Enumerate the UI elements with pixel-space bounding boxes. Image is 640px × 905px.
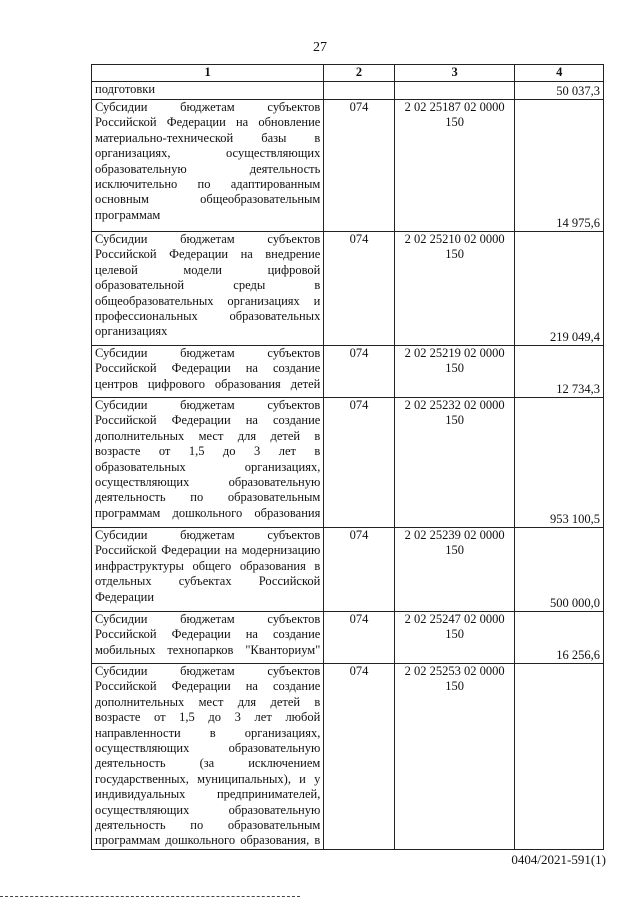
header-col-3: 3: [394, 65, 515, 82]
row-code: 074: [324, 346, 394, 398]
row-kbk: 2 02 25219 02 0000 150: [394, 346, 515, 398]
row-code: 074: [324, 612, 394, 664]
row-amount: 14 975,6: [515, 100, 604, 232]
row-name: подготовки: [92, 82, 324, 100]
table-row: [92, 82, 604, 100]
budget-table: [91, 64, 604, 850]
header-row: [92, 65, 604, 82]
row-amount: 16 256,6: [515, 612, 604, 664]
row-name: Субсидии бюджетам субъектов Российской Федерации на обновление материально-технической базы в организациях, осуществляющих образовательную деятельность исключительно по адаптированным основным общеобразовательным программам: [92, 100, 324, 232]
row-kbk: 2 02 25247 02 0000 150: [394, 612, 515, 664]
row-code: 074: [324, 398, 394, 528]
header-col-2: 2: [324, 65, 394, 82]
row-name: Субсидии бюджетам субъектов Российской Федерации на создание дополнительных мест для детей в возрасте от 1,5 до 3 лет в образовательных организациях, осуществляющих образовательную деятельность по образовательным программам дошкольного образования: [92, 398, 324, 528]
row-name: Субсидии бюджетам субъектов Российской Федерации на внедрение целевой модели цифровой образовательной среды в общеобразовательных организациях и профессиональных образовательных организациях: [92, 232, 324, 346]
table-row: [92, 528, 604, 612]
row-name: Субсидии бюджетам субъектов Российской Федерации на модернизацию инфраструктуры общего образования в отдельных субъектах Российской Федерации: [92, 528, 324, 612]
row-kbk: 2 02 25187 02 0000 150: [394, 100, 515, 232]
row-name: Субсидии бюджетам субъектов Российской Федерации на создание мобильных технопарков "Кванториум": [92, 612, 324, 664]
table-row: [92, 100, 604, 232]
table-row: [92, 664, 604, 850]
row-code: 074: [324, 664, 394, 850]
row-code: [324, 82, 394, 100]
row-code: 074: [324, 232, 394, 346]
row-kbk: 2 02 25232 02 0000 150: [394, 398, 515, 528]
header-col-1: 1: [92, 65, 324, 82]
table-row: [92, 612, 604, 664]
row-amount: [515, 664, 604, 850]
table-row: [92, 346, 604, 398]
row-code: 074: [324, 100, 394, 232]
row-amount: 50 037,3: [515, 82, 604, 100]
table-row: [92, 232, 604, 346]
header-col-4: 4: [515, 65, 604, 82]
document-code: 0404/2021-591(1): [511, 852, 606, 867]
footer-divider: [0, 896, 300, 897]
row-amount: 953 100,5: [515, 398, 604, 528]
row-kbk: 2 02 25210 02 0000 150: [394, 232, 515, 346]
row-kbk: 2 02 25239 02 0000 150: [394, 528, 515, 612]
row-name: Субсидии бюджетам субъектов Российской Федерации на создание дополнительных мест для детей в возрасте от 1,5 до 3 лет любой направленности в организациях, осуществляющих образовательную деятельность (за исключением государственных, муниципальных), и у индивидуальных предпринимателей, осуществляющих образовательную деятельность по образовательным программам дошкольного образования, в: [92, 664, 324, 850]
row-name: Субсидии бюджетам субъектов Российской Федерации на создание центров цифрового образования детей: [92, 346, 324, 398]
row-amount: 12 734,3: [515, 346, 604, 398]
table-row: [92, 398, 604, 528]
page-number: 27: [313, 40, 327, 55]
row-kbk: 2 02 25253 02 0000 150: [394, 664, 515, 850]
row-kbk: [394, 82, 515, 100]
row-code: 074: [324, 528, 394, 612]
row-amount: 219 049,4: [515, 232, 604, 346]
row-amount: 500 000,0: [515, 528, 604, 612]
